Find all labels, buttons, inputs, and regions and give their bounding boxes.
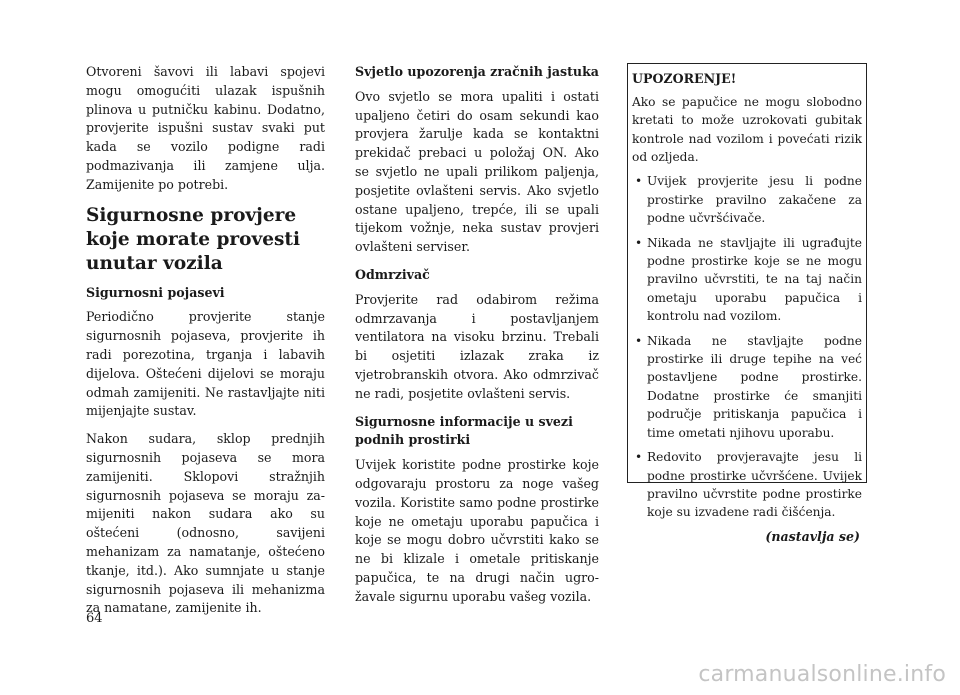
- warning-list-item: [632, 448, 862, 522]
- warning-title: UPOZORENJE!: [632, 71, 737, 86]
- defroster-paragraph: Provjerite rad odabirom režima odmrzavanja i postavljanjem ventilatora na visoku brzinu. Trebali bi osjetiti izlazak zraka iz vjetrobranskih otvora. Ako odmrzivač ne radi, posjetite ovlašteni servis.: [355, 291, 599, 401]
- warning-box: [627, 63, 867, 544]
- airbag-light-heading: Svjetlo upozorenja zračnih jastuka: [355, 64, 599, 79]
- seat-belts-paragraph-1: Periodično provjerite stanje sigurnosnih pojaseva, provjerite ih radi porezotina, trganja i labavih dijelova. Oštećeni dijelovi se moraju odmah zamijeniti. Ne rastavljajte niti mijenjajte sustav.: [86, 309, 325, 419]
- continued-label: (nastavlja se): [765, 528, 860, 544]
- defroster-heading: Odmrzivač: [355, 266, 430, 282]
- bullet-icon: •: [635, 333, 643, 348]
- page-number: 64: [86, 611, 103, 626]
- warning-item-text: Uvijek provjerite jesu li podne prostirke pravilno zakačene za podne učvršćivače.: [647, 174, 862, 226]
- warning-list: [632, 172, 862, 521]
- bullet-icon: •: [635, 235, 643, 250]
- warning-list-item: [632, 234, 862, 326]
- warning-item-text: Redovito provjeravajte jesu li podne prostirke učvršćene. Uvijek pravilno učvrstite podne prostirke koje su izvadene radi čišćenja.: [647, 450, 862, 520]
- warning-text: Ako se papučice ne mogu slobodno kretati to može uzrokovati gubitak kontrole nad vozilom i povećati rizik od ozljeda.: [632, 94, 862, 165]
- watermark: carmanualsonline.info: [698, 662, 946, 687]
- warning-list-item: [632, 332, 862, 442]
- column-middle: [355, 63, 599, 616]
- seat-belts-heading: Sigurnosni pojasevi: [86, 284, 225, 300]
- warning-list-item: [632, 172, 862, 227]
- warning-item-text: Nikada ne stavljajte podne prostirke ili druge tepihe na već postavljene podne prostirke. Dodatne prostirke će smanjiti područje pritiskanja papučica i time ometati njihovu uporabu.: [647, 333, 862, 440]
- seat-belts-paragraph-2: Nakon sudara, sklop prednjih sigurnosnih pojaseva se mora zamijeniti. Sklopovi stražnjih sigurnosnih pojaseva se moraju zamijeniti nakon sudara ako su oštećeni (odnosno, savijeni mehanizam za namatanje, oštećeno tkanje, itd.). Ako sumnjate u stanje sigurnosnih pojaseva ili mehanizma za namatane, zamijenite ih.: [86, 431, 325, 616]
- floor-mats-heading: Sigurnosne informacije u svezi podnih prostirki: [355, 413, 573, 448]
- warning-item-text: Nikada ne stavljajte ili ugrađujte podne prostirke koje se ne mogu pravilno učvrstiti, te na taj način ometaju uporabu papučica i kontrolu nad vozilom.: [647, 235, 862, 324]
- airbag-light-paragraph: Ovo svjetlo se mora upaliti i ostati upaljeno četiri do osam sekundi kao provjera žarulje kada se kontaktni prekidač prebaci u položaj ON. Ako se svjetlo ne upali prilikom paljenja, posjetite ovlašteni servis. Ako svjetlo ostane upaljeno, trepće, ili se upali tijekom vožnje, neka sustav provjeri ovlašteni serviser.: [355, 88, 599, 255]
- column-left: [86, 63, 325, 627]
- intro-paragraph: Otvoreni šavovi ili labavi spojevi mogu omogućiti ulazak ispušnih plinova u putničku kabinu. Dodatno, provjerite ispušni sustav svaki put kada se vozilo podigne radi podmazivanja ili zamjene ulja. Zamijenite po potrebi.: [86, 64, 325, 192]
- bullet-icon: •: [635, 450, 643, 465]
- floor-mats-paragraph: Uvijek koristite podne prostirke koje odgovaraju prostoru za noge vašeg vozila. Koristite samo podne prostirke koje ne ometaju uporabu papučica i koje se mogu dobro učvrstiti kako se ne bi klizale i ometale pritiskanje papučica, te na drugi način ugrožavale sigurnu uporabu vašeg vozila.: [355, 457, 599, 604]
- section-title: Sigurnosne provjere koje morate provesti unutar vozila: [86, 204, 300, 274]
- bullet-icon: •: [635, 174, 643, 189]
